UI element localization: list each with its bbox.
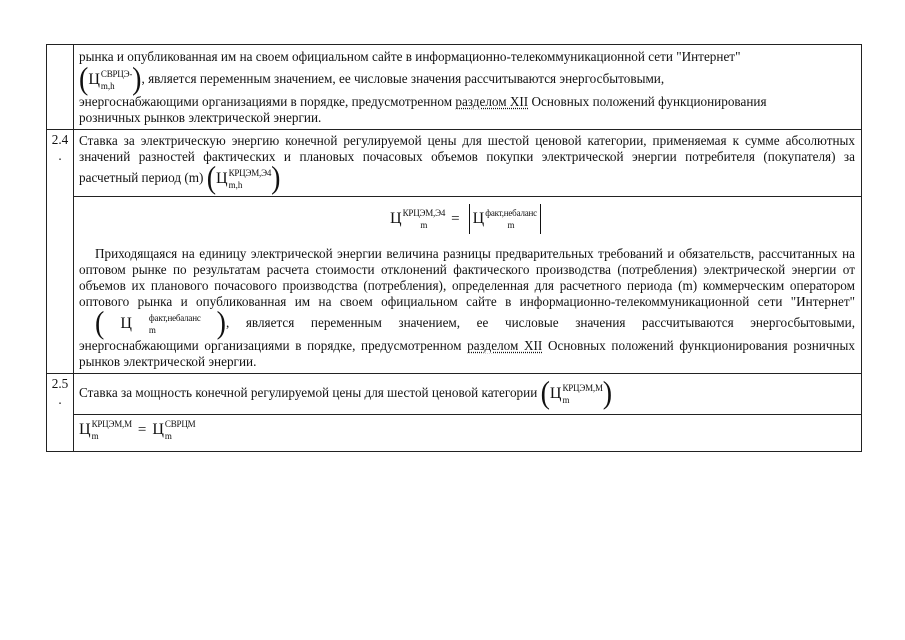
section-link[interactable]: разделом XII (467, 338, 543, 353)
table-row (47, 45, 862, 130)
formula-cell (74, 415, 862, 452)
heading-cell: Ставка за электрическую энергию конечной регулируемой цены для шестой ценовой категории, применяемая к сумме абсолютных значений разностей фактических и плановых почасовых объемов покупки электрической энергии потребителя (покупателя) за расчетный период (m) ( Ц КРЦЭМ,Э4 m,h ) (74, 130, 862, 197)
formula-symbol: ( Ц СВРЦЭ- m,h ) (79, 61, 142, 98)
formula-symbol: ( Ц факт,небаланс m ) (95, 305, 226, 342)
formula-symbol: ( Ц КРЦЭМ,Э4 m,h ) (206, 160, 281, 197)
table-row (47, 197, 862, 374)
text-line: рынка и опубликованная им на своем официальном сайте в информационно-телекоммуникационной сети "Интернет" (79, 49, 741, 64)
row-number: 2.4 . (47, 130, 74, 374)
text-line: , является переменным значением, ее числовые значения рассчитываются энергосбытовыми, (141, 71, 665, 87)
table-row (47, 374, 862, 415)
section-link[interactable]: разделом XII (455, 94, 529, 109)
formula: Ц КРЦЭМ,М m = Ц СВРЦМ m (79, 419, 196, 441)
formula-symbol: ( Ц КРЦЭМ,М m ) (540, 375, 613, 412)
heading-cell: Ставка за мощность конечной регулируемой цены для шестой ценовой категории ( Ц КРЦЭМ,М m ) (74, 374, 862, 415)
table-row (47, 130, 862, 197)
table-row (47, 415, 862, 452)
tariff-table (46, 44, 862, 452)
continuation-cell: рынка и опубликованная им на своем официальном сайте в информационно-телекоммуникационной сети "Интернет" ( Ц СВРЦЭ- m,h ) , является переменным значением, ее числовые значения рассчитываются энергосбытовыми, энергоснабжающими организациями в порядке, предусмотренном разделом XII Основных положений функционирования розничных рынков электрической энергии. (74, 45, 862, 130)
text-line: розничных рынков электрической энергии. (79, 110, 322, 125)
row-number-empty (47, 45, 74, 130)
formula-cell (74, 197, 862, 374)
paragraph: Приходящаяся на единицу электрической энергии величина разницы предварительных требований и обязательств, рассчитанных на оптовом рынке по результатам расчета стоимости отклонений фактического производства (потребления) электрической энергии от объемов их планового почасового производства (потребления), определенная для расчетного периода (m) коммерческим оператором оптового рынка и опубликованная им на своем официальном сайте в информационно-телекоммуникационной сети "Интернет" ( Ц факт,небаланс m ) , является переменным значением, ее числовые значения рассчитываются энергосбытовыми, энергоснабжающими организациями в порядке, предусмотренном разделом XII Основных положений функционирования розничных рынков электрической энергии. (79, 246, 856, 369)
row-number: 2.5 . (47, 374, 74, 452)
formula: Ц КРЦЭМ,Э4 m = Ц факт,небаланс m (79, 204, 855, 234)
